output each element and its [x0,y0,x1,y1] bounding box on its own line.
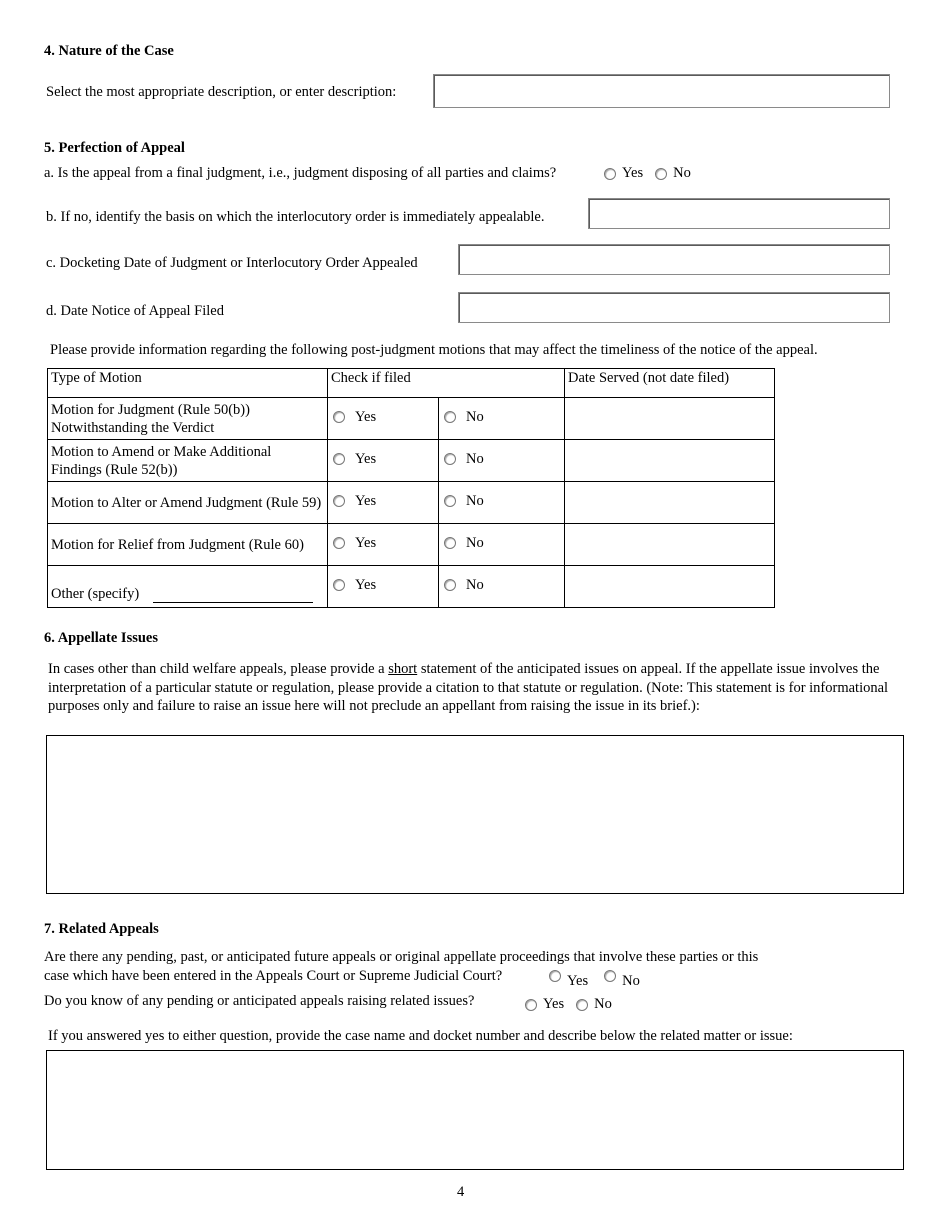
motion-no-label: No [466,534,484,551]
motion-yes-radio[interactable] [333,579,345,591]
date-served-cell[interactable] [565,482,775,524]
motion-yes-radio[interactable] [333,495,345,507]
docketing-date-input[interactable] [458,244,890,275]
other-specify-input[interactable] [153,588,313,603]
date-served-cell[interactable] [565,440,775,482]
final-judgment-question: a. Is the appeal from a final judgment, i.e., judgment disposing of all parties and claims? [44,165,557,181]
nature-of-case-label: Select the most appropriate description, or enter description: [46,84,397,100]
header-date-served: Date Served (not date filed) [565,369,775,398]
final-judgment-no-radio[interactable] [655,168,667,180]
motion-no-radio[interactable] [444,411,456,423]
section-7-heading: 7. Related Appeals [44,921,159,937]
final-judgment-no-label: No [673,165,691,181]
date-served-cell[interactable] [565,566,775,608]
related-appeals-yes-label: Yes [567,973,589,989]
date-served-cell[interactable] [565,398,775,440]
motion-name: Motion for Judgment (Rule 50(b)) Notwithstanding the Verdict [48,398,328,440]
motion-yes-label: Yes [355,492,377,509]
docketing-date-label: c. Docketing Date of Judgment or Interlocutory Order Appealed [46,255,418,271]
motion-yes-label: Yes [355,450,377,467]
motion-no-radio[interactable] [444,495,456,507]
final-judgment-yes-label: Yes [622,165,644,181]
notice-date-input[interactable] [458,292,890,323]
motion-yes-radio[interactable] [333,411,345,423]
interlocutory-basis-input[interactable] [588,198,890,229]
motion-name: Motion to Alter or Amend Judgment (Rule 59) [48,482,328,524]
motion-name: Other (specify) [51,585,140,602]
motion-yes-label: Yes [355,534,377,551]
related-appeals-question-line1: Are there any pending, past, or anticipated future appeals or original appellate proceedings that involve these parties or this [44,949,759,965]
related-appeals-no-radio[interactable] [604,970,616,982]
header-check-if-filed: Check if filed [328,369,565,398]
appellate-issues-textarea[interactable] [46,735,904,894]
table-row [48,398,775,440]
motion-no-radio[interactable] [444,537,456,549]
related-matter-textarea[interactable] [46,1050,904,1170]
motion-no-radio[interactable] [444,453,456,465]
table-row [48,440,775,482]
interlocutory-basis-label: b. If no, identify the basis on which the interlocutory order is immediately appealable. [46,209,545,225]
motion-no-label: No [466,492,484,509]
motion-yes-radio[interactable] [333,453,345,465]
page-number: 4 [457,1184,465,1200]
motion-yes-label: Yes [355,576,377,593]
section-6-heading: 6. Appellate Issues [44,630,159,646]
motion-no-label: No [466,408,484,425]
related-matter-instructions: If you answered yes to either question, provide the case name and docket number and describe below the related matter or issue: [48,1028,793,1044]
motion-yes-label: Yes [355,408,377,425]
table-header-row [48,369,775,398]
post-judgment-motions-table [47,368,775,608]
motions-intro: Please provide information regarding the following post-judgment motions that may affect the timeliness of the notice of the appeal. [50,342,818,358]
header-type-of-motion: Type of Motion [48,369,328,398]
section-4-heading: 4. Nature of the Case [44,43,174,59]
table-row [48,482,775,524]
motion-yes-radio[interactable] [333,537,345,549]
related-appeals-no-label: No [622,973,640,989]
date-served-cell[interactable] [565,524,775,566]
related-issues-no-radio[interactable] [576,999,588,1011]
motion-no-radio[interactable] [444,579,456,591]
motion-no-label: No [466,576,484,593]
related-issues-yes-radio[interactable] [525,999,537,1011]
motion-name: Motion to Amend or Make Additional Findings (Rule 52(b)) [48,440,328,482]
final-judgment-options [604,165,691,182]
final-judgment-yes-radio[interactable] [604,168,616,180]
related-appeals-question-line2: case which have been entered in the Appeals Court or Supreme Judicial Court? [44,968,503,984]
motion-no-label: No [466,450,484,467]
appellate-issues-instructions: In cases other than child welfare appeals, please provide a short statement of the anticipated issues on appeal. If the appellate issue involves the interpretation of a particular statute or regulation, please provide a citation to that statute or regulation. (Note: This statement is for informational purposes only and failure to raise an issue here will not preclude an appellant from raising the issue in its brief.): [48,661,889,714]
motion-name: Motion for Relief from Judgment (Rule 60) [48,524,328,566]
table-row [48,524,775,566]
related-appeals-options [549,968,640,990]
related-appeals-yes-radio[interactable] [549,970,561,982]
notice-date-label: d. Date Notice of Appeal Filed [46,303,224,319]
related-issues-no-label: No [594,996,612,1012]
short-emphasis: short [388,661,418,677]
related-issues-options [525,996,612,1013]
nature-of-case-input[interactable] [433,74,890,108]
table-row [48,566,775,608]
related-issues-question: Do you know of any pending or anticipated appeals raising related issues? [44,993,475,1009]
section-5-heading: 5. Perfection of Appeal [44,140,185,156]
related-issues-yes-label: Yes [543,996,565,1012]
